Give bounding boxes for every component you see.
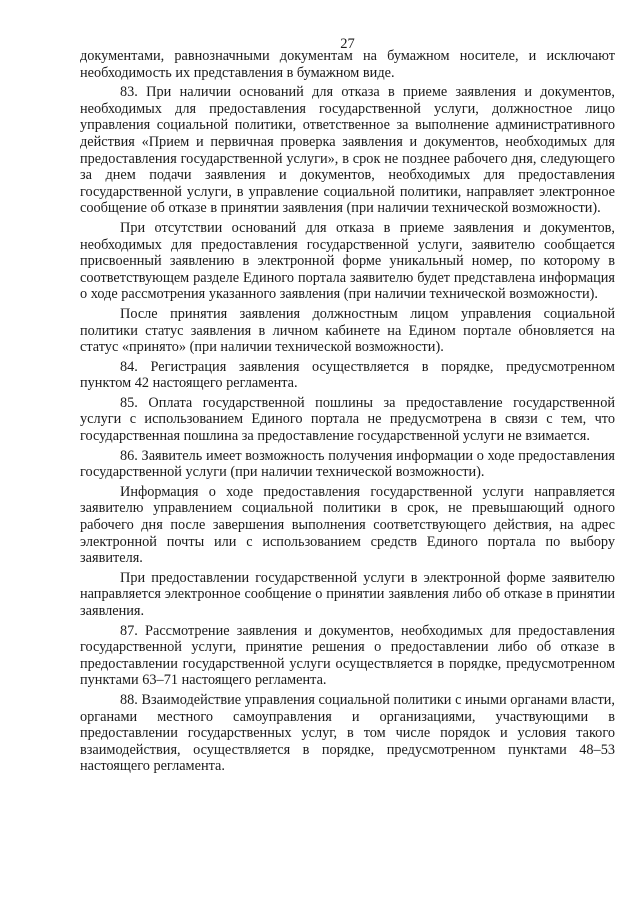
paragraph-86: 86. Заявитель имеет возможность получения информации о ходе предоставления государственной услуги (при наличии технической возможности). xyxy=(80,447,615,481)
paragraph-86-info: Информация о ходе предоставления государственной услуги направляется заявителю управлением социальной политики в срок, не превышающий одного рабочего дня после завершения выполнения соответствующего действия, на адрес электронной почты или с использованием средств Единого портала по выбору заявителя. xyxy=(80,483,615,567)
paragraph-continuation: документами, равнозначными документам на бумажном носителе, и исключают необходимость их представления в бумажном виде. xyxy=(80,48,615,81)
document-body xyxy=(80,48,615,778)
paragraph-86-electronic: При предоставлении государственной услуги в электронной форме заявителю направляется электронное сообщение о принятии заявления либо об отказе в принятии заявления. xyxy=(80,569,615,619)
paragraph-84: 84. Регистрация заявления осуществляется в порядке, предусмотренном пунктом 42 настоящего регламента. xyxy=(80,358,615,392)
paragraph-83-status: После принятия заявления должностным лицом управления социальной политики статус заявления в личном кабинете на Едином портале обновляется на статус «принято» (при наличии технической возможности). xyxy=(80,305,615,356)
page-number: 27 xyxy=(340,36,355,52)
paragraph-83: 83. При наличии оснований для отказа в приеме заявления и документов, необходимых для предоставления государственной услуги, должностное лицо управления социальной политики, ответственное за выполнение административного действия «Прием и первичная проверка заявления и документов, необходимых для предоставления государственной услуги», в срок не позднее рабочего дня, следующего за днем подачи заявления и документов, необходимых для предоставления государственной услуги, в управление социальной политики, направляет электронное сообщение об отказе в принятии заявления (при наличии технической возможности). xyxy=(80,84,615,217)
paragraph-88: 88. Взаимодействие управления социальной политики с иными органами власти, органами местного самоуправления и организациями, участвующими в предоставлении государственных услуг, в том числе порядок и условия такого взаимодействия, осуществляется в порядке, предусмотренном пунктами 48–53 настоящего регламента. xyxy=(80,691,615,775)
paragraph-87: 87. Рассмотрение заявления и документов, необходимых для предоставления государственной услуги, принятие решения о предоставлении либо об отказе в предоставлении государственной услуги осуществляется в порядке, предусмотренном пунктами 63–71 настоящего регламента. xyxy=(80,622,615,689)
paragraph-85: 85. Оплата государственной пошлины за предоставление государственной услуги с использованием Единого портала не предусмотрена в связи с тем, что государственная пошлина за предоставление государственной услуги не взимается. xyxy=(80,394,615,445)
paragraph-83-no-grounds: При отсутствии оснований для отказа в приеме заявления и документов, необходимых для предоставления государственной услуги, заявителю сообщается присвоенный заявлению в электронной форме уникальный номер, по которому в соответствующем разделе Единого портала заявителю будет представлена информация о ходе рассмотрения указанного заявления (при наличии технической возможности). xyxy=(80,219,615,303)
